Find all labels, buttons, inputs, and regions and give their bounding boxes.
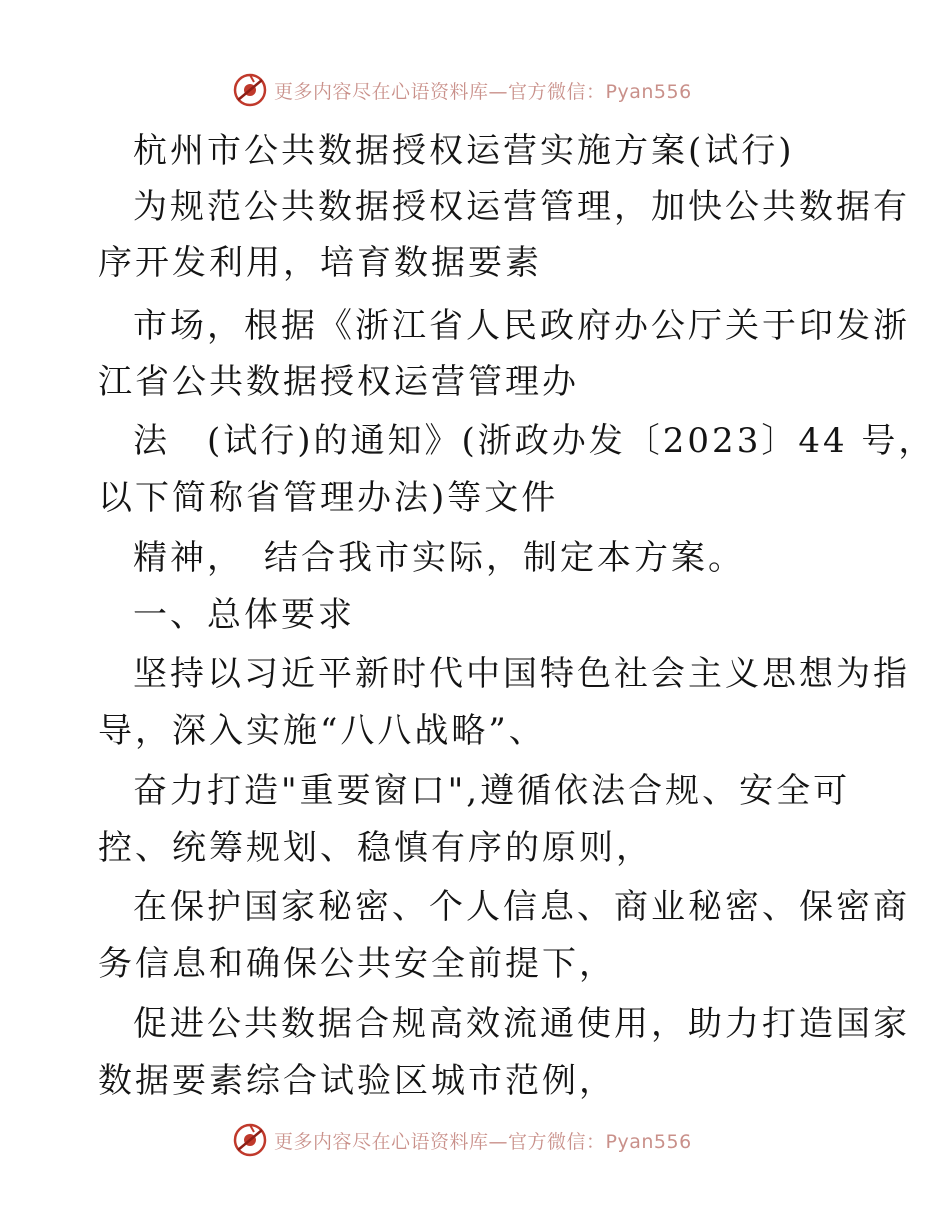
document-title: 杭州市公共数据授权运营实施方案(试行)	[133, 131, 795, 171]
paragraph-line: 奋力打造"重要窗口",遵循依法合规、安全可	[133, 771, 851, 811]
logo-seal-icon	[232, 72, 268, 108]
paragraph-line: 江省公共数据授权运营管理办	[98, 362, 579, 402]
paragraph-line: 导，深入实施“八八战略”、	[98, 711, 546, 751]
paragraph-line: 控、统筹规划、稳慎有序的原则，	[98, 828, 653, 868]
paragraph-line: 务信息和确保公共安全前提下，	[98, 944, 616, 984]
watermark-text: 更多内容尽在心语资料库—官方微信：Pyan556	[274, 1130, 692, 1153]
paragraph-line: 在保护国家秘密、个人信息、商业秘密、保密商	[133, 887, 910, 927]
header-watermark	[232, 72, 692, 108]
paragraph-line: 以下简称省管理办法)等文件	[98, 478, 559, 518]
paragraph-line: 市场，根据《浙江省人民政府办公厅关于印发浙	[133, 306, 910, 346]
paragraph-line: 精神， 结合我市实际，制定本方案。	[133, 538, 745, 578]
section-heading: 一、总体要求	[133, 595, 355, 635]
paragraph-line: 数据要素综合试验区城市范例，	[98, 1061, 616, 1101]
paragraph-line: 坚持以习近平新时代中国特色社会主义思想为指	[133, 654, 910, 694]
logo-seal-icon	[232, 1122, 268, 1158]
paragraph-line: 促进公共数据合规高效流通使用，助力打造国家	[133, 1004, 910, 1044]
paragraph-line: 为规范公共数据授权运营管理，加快公共数据有	[133, 187, 910, 227]
footer-watermark	[232, 1122, 692, 1158]
paragraph-line: 法 (试行)的通知》(浙政办发〔2023〕44 号，	[133, 421, 936, 461]
paragraph-line: 序开发利用，培育数据要素	[98, 243, 542, 283]
watermark-text: 更多内容尽在心语资料库—官方微信：Pyan556	[274, 80, 692, 103]
